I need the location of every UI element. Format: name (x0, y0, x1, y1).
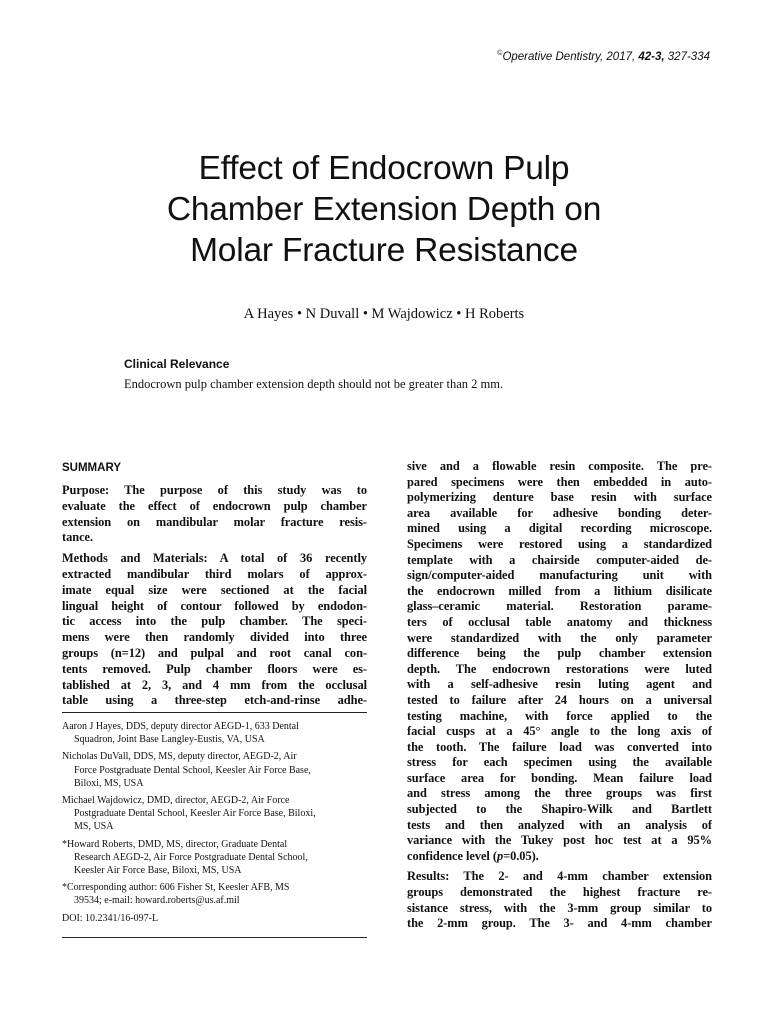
journal-volume: 42-3, (638, 50, 665, 63)
text-line: sign/computer-aided manufacturing unit with (407, 568, 712, 583)
text-line: were standardized with the only parameter (407, 630, 712, 645)
affiliation-line: Biloxi, MS, USA (74, 777, 144, 789)
affiliation-line: 39534; e-mail: howard.roberts@us.af.mil (74, 895, 240, 907)
clinical-relevance-text: Endocrown pulp chamber extension depth should not be greater than 2 mm. (124, 377, 504, 391)
summary-purpose (62, 483, 367, 546)
text-line: pared specimens were then embedded in auto- (407, 474, 712, 489)
text-line: confidence level (p=0.05). (407, 848, 539, 863)
text-line: table using a three-step etch-and-rinse adhe- (62, 693, 367, 708)
text-line: testing machine, with force applied to the (407, 708, 712, 723)
affiliation-line: *Howard Roberts, DMD, MS, director, Graduate Dental (62, 838, 288, 850)
text-line: the endocrown milled from a lithium disilicate (407, 583, 712, 598)
affiliation-line: Squadron, Joint Base Langley-Eustis, VA, USA (74, 734, 265, 746)
text-line: sistance stress, with the 3-mm group similar to (407, 900, 712, 915)
text-line: template with a chairside computer-aided de- (407, 552, 712, 567)
text-line: with a self-adhesive resin luting agent and (407, 677, 712, 692)
text-line: stress for each specimen using the available (407, 755, 712, 770)
text-line: subjected to the Shapiro-Wilk and Bartlett (407, 802, 712, 817)
text-line: extension on mandibular molar fracture resis- (62, 514, 367, 529)
journal-name: Operative Dentistry, 2017, (502, 50, 639, 63)
text-line: depth. The endocrown restorations were luted (407, 661, 712, 676)
text-line: tance. (62, 530, 94, 545)
author-list: A Hayes • N Duvall • M Wajdowicz • H Roberts (243, 306, 525, 322)
clinical-relevance-heading: Clinical Relevance (124, 357, 230, 371)
journal-pages: 327-334 (664, 50, 710, 63)
text-line: evaluate the effect of endocrown pulp chamber (62, 498, 367, 513)
affiliation-line: Postgraduate Dental School, Keesler Air Force Base, Biloxi, (74, 808, 316, 820)
doi: DOI: 10.2341/16-097-L (62, 912, 159, 924)
affiliation-line: Aaron J Hayes, DDS, deputy director AEGD-1, 633 Dental (62, 721, 299, 732)
text-line: groups (n=12) and pulpal and root canal con- (62, 645, 367, 660)
text-line: Results: The 2- and 4-mm chamber extension (407, 869, 712, 884)
text-line: surface area for bonding. Mean failure load (407, 770, 712, 785)
affiliation-note (62, 720, 367, 746)
right-column (407, 459, 712, 932)
title-line: Chamber Extension Depth on (166, 191, 602, 228)
text-line: sive and a flowable resin composite. The pre- (407, 459, 712, 473)
text-line: imate equal size were sectioned at the facial (62, 582, 367, 597)
affiliation-line: Keesler Air Force Base, Biloxi, MS, USA (74, 865, 242, 877)
text-line: the 2-mm group. The 3- and 4-mm chamber (407, 916, 712, 931)
affiliation-note (62, 794, 367, 834)
text-line: Specimens were restored using a standardized (407, 536, 712, 551)
author-affiliations (62, 720, 367, 925)
affiliation-line: MS, USA (74, 821, 114, 833)
affiliation-line: *Corresponding author: 606 Fisher St, Keesler AFB, MS (62, 882, 290, 894)
text-line: tested to failure after 24 hours on a universal (407, 692, 712, 707)
text-line: extracted mandibular third molars of approx- (62, 566, 367, 581)
text-line: tic access into the pulp chamber. The speci- (62, 614, 367, 629)
text-line: mined using a digital recording microscope. (407, 521, 712, 536)
summary-methods (62, 551, 367, 709)
footnote-bottom-divider (62, 937, 367, 938)
left-column (62, 462, 367, 709)
copyright-mark: © (497, 50, 503, 57)
title-line: Molar Fracture Resistance (190, 232, 578, 269)
title-line: Effect of Endocrown Pulp (198, 150, 570, 187)
text-line: Purpose: The purpose of this study was to (62, 483, 367, 497)
text-line: difference being the pulp chamber extension (407, 646, 712, 661)
text-line: mens were then randomly divided into three (62, 630, 367, 645)
article-title (60, 148, 708, 271)
text-line: lingual height of contour followed by endodon- (62, 598, 367, 613)
summary-heading: SUMMARY (62, 462, 121, 474)
text-line: glass–ceramic material. Restoration parame- (407, 599, 712, 614)
journal-citation (497, 50, 710, 63)
text-line: tents removed. Pulp chamber floors were es- (62, 661, 367, 676)
affiliation-note (62, 750, 367, 790)
text-line: facial cusps at a 45° angle to the long axis of (407, 724, 712, 739)
text-line: area available for adhesive bonding deter- (407, 505, 712, 520)
text-line: groups demonstrated the highest fracture re- (407, 885, 712, 900)
affiliation-line: Nicholas DuVall, DDS, MS, deputy director, AEGD-2, Air (62, 751, 297, 763)
methods-continued (407, 459, 712, 864)
footnote-divider (62, 712, 367, 713)
text-line: tests and then analyzed with an analysis of (407, 817, 712, 832)
affiliation-line: Michael Wajdowicz, DMD, director, AEGD-2, Air Force (62, 795, 290, 807)
text-line: and stress among the three groups was first (407, 786, 712, 801)
summary-results (407, 869, 712, 931)
affiliation-note (62, 838, 367, 878)
affiliation-line: Force Postgraduate Dental School, Keesler Air Force Base, (74, 764, 311, 776)
text-line: ters of occlusal table anatomy and thickness (407, 614, 712, 629)
text-line: Methods and Materials: A total of 36 recently (62, 551, 367, 566)
text-line: variance with the Tukey post hoc test at a 95% (407, 833, 712, 848)
affiliation-line: Research AEGD-2, Air Force Postgraduate Dental School, (74, 851, 308, 863)
text-line: polymerizing denture base resin with surface (407, 490, 712, 505)
text-line: tablished at 2, 3, and 4 mm from the occlusal (62, 677, 367, 692)
affiliation-note (62, 881, 367, 907)
text-line: the tooth. The failure load was converted into (407, 739, 712, 754)
